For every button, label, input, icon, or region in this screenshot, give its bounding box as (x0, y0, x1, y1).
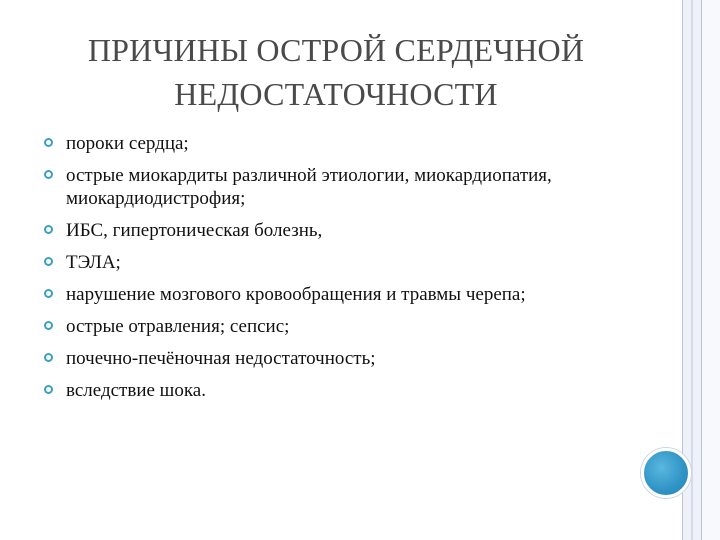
slide-right-margin (702, 0, 720, 540)
list-item-text: пороки сердца; (66, 133, 189, 154)
ring-bullet-icon (44, 170, 53, 179)
bullet-list (44, 132, 664, 411)
list-item-text: почечно-печёночная недостаточность; (66, 348, 376, 369)
blue-circle-icon (641, 448, 691, 498)
list-item (44, 283, 664, 306)
list-item-text: нарушение мозгового кровообращения и травмы черепа; (66, 284, 526, 305)
ring-bullet-icon (44, 257, 53, 266)
list-item (44, 315, 664, 338)
list-item-text: ИБС, гипертоническая болезнь, (66, 220, 323, 241)
list-item-text: вследствие шока. (66, 380, 206, 401)
ring-bullet-icon (44, 289, 53, 298)
list-item (44, 132, 664, 155)
ring-bullet-icon (44, 321, 53, 330)
list-item (44, 347, 664, 370)
list-item (44, 219, 664, 242)
list-item-text: острые отравления; сепсис; (66, 316, 290, 337)
list-item-text: острые миокардиты различной этиологии, миокардиопатия, миокардиодистрофия; (66, 165, 552, 209)
list-item (44, 251, 664, 274)
list-item (44, 379, 664, 402)
slide-title (36, 28, 636, 116)
list-item (44, 164, 664, 210)
title-line-1: ПРИЧИНЫ ОСТРОЙ СЕРДЕЧНОЙ (87, 32, 585, 68)
list-item-text: ТЭЛА; (66, 252, 121, 273)
ring-bullet-icon (44, 385, 53, 394)
ring-bullet-icon (44, 353, 53, 362)
ring-bullet-icon (44, 225, 53, 234)
ring-bullet-icon (44, 138, 53, 147)
title-line-2: НЕДОСТАТОЧНОСТИ (174, 76, 498, 112)
